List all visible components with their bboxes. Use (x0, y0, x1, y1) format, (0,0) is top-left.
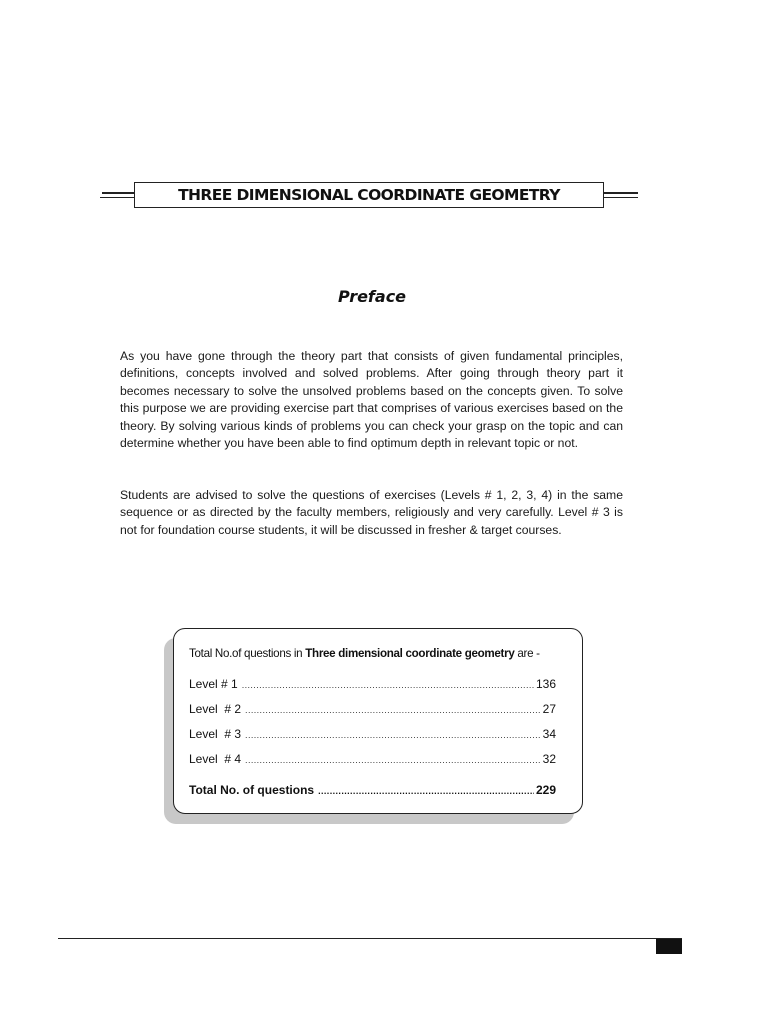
total-label: Total No. of questions (189, 783, 315, 797)
level-label: Level # 1 (189, 677, 238, 691)
level-count: 136 (535, 677, 556, 691)
page-number-block (656, 939, 682, 954)
dot-leader (245, 705, 541, 715)
level-row-1 (189, 677, 556, 693)
title-rule-right-lower (604, 197, 638, 198)
level-count: 27 (542, 702, 556, 716)
title-rule-left-lower (100, 197, 134, 198)
footer-rule (58, 938, 682, 939)
dot-leader (318, 786, 534, 796)
total-row (189, 783, 556, 799)
preface-paragraph-2: Students are advised to solve the questions of exercises (Levels # 1, 2, 3, 4) in the same sequence or as directed by the faculty members, religiously and very carefully. Level # 3 is not for foundation course students, it will be discussed in fresher & target courses. (120, 488, 623, 537)
dot-leader (245, 730, 541, 740)
dot-leader (245, 755, 541, 765)
question-box-intro (189, 647, 540, 660)
level-row-4 (189, 752, 556, 768)
chapter-title-box (134, 182, 604, 208)
level-label: Level # 2 (189, 702, 242, 716)
total-count: 229 (535, 783, 556, 797)
title-rule-left-upper (102, 192, 134, 194)
preface-paragraph-1: As you have gone through the theory part that consists of given fundamental principles, definitions, concepts involved and solved problems. After going through theory part it becomes necessary to solve the unsolved problems based on the concepts given. To solve this purpose we are providing exercise part that comprises of various exercises based on the theory. By solving various kinds of problems you can check your grasp on the topic and can determine whether you have been able to find optimum depth in relevant topic or not. (120, 349, 623, 451)
level-count: 32 (542, 752, 556, 766)
question-count-box (173, 628, 583, 814)
title-rule-right-upper (604, 192, 638, 194)
intro-subject: Three dimensional coordinate geometry (305, 647, 515, 660)
level-row-3 (189, 727, 556, 743)
level-label: Level # 3 (189, 727, 242, 741)
preface-heading: Preface (337, 287, 407, 306)
level-row-2 (189, 702, 556, 718)
level-count: 34 (542, 727, 556, 741)
intro-suffix: are - (517, 647, 540, 660)
chapter-title: THREE DIMENSIONAL COORDINATE GEOMETRY (178, 186, 560, 204)
intro-prefix: Total No.of questions in (189, 647, 303, 660)
level-label: Level # 4 (189, 752, 242, 766)
dot-leader (242, 680, 534, 690)
